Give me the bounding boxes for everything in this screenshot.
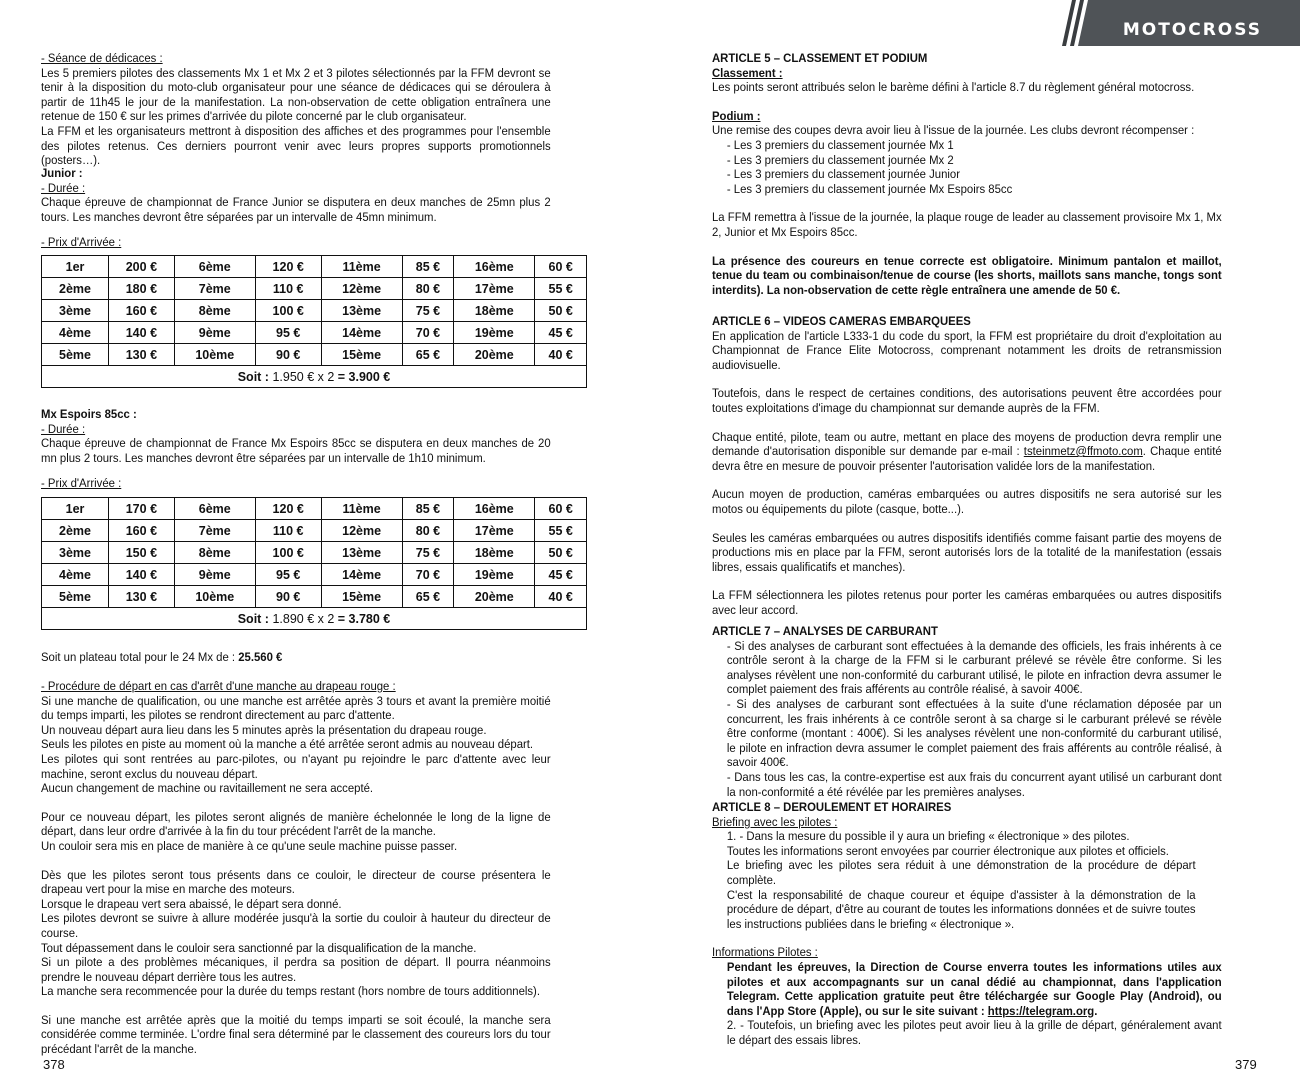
procedure-line: Si une manche de qualification, ou une manche est arrêtée après 3 tours et avant la première moitié du temps imparti, les pilotes se rendront directement au parc d'attente.: [41, 693, 551, 723]
amount-cell: 95 €: [255, 564, 321, 586]
place-cell: 14ème: [321, 564, 402, 586]
email-link[interactable]: tsteinmetz@ffmoto.com: [1023, 444, 1143, 459]
amount-cell: 60 €: [535, 498, 587, 520]
place-cell: 8ème: [174, 300, 255, 322]
article-7-item: - Si des analyses de carburant sont effectuées à la suite d'une réclamation déposée par un concurrent, les frais inhérents à ce contrôle seront à sa charge si le carburant prélevé se révèle être conforme (montant : 400€). Si les analyses révèlent une non-conformité du carburant utilisé, le pilote en infraction devra assumer le complet paiement des frais afférents au contrôle réalisé, à savoir 400€.: [726, 696, 1222, 770]
amount-cell: 120 €: [255, 256, 321, 278]
place-cell: 10ème: [174, 344, 255, 366]
place-cell: 2ème: [42, 278, 109, 300]
procedure-para: La manche sera recommencée pour la durée du temps restant (hors nombre de tours additionnels).: [41, 984, 540, 999]
place-cell: 1er: [42, 498, 109, 520]
page-number-left: 378: [43, 1057, 65, 1072]
dedicaces-section: [41, 51, 551, 168]
amount-cell: 75 €: [402, 542, 454, 564]
junior-prix-label: - Prix d'Arrivée :: [41, 235, 122, 250]
amount-cell: 40 €: [535, 344, 587, 366]
amount-cell: 100 €: [255, 300, 321, 322]
place-cell: 20ème: [454, 344, 535, 366]
briefing-label: Briefing avec les pilotes :: [712, 814, 838, 829]
article-6-title: ARTICLE 6 – VIDEOS CAMERAS EMBARQUEES: [712, 314, 971, 328]
place-cell: 5ème: [42, 344, 109, 366]
info-label: Informations Pilotes :: [712, 945, 818, 960]
briefing-line: Le briefing avec les pilotes sera réduit à une démonstration de la procédure de départ complète.: [726, 858, 1196, 887]
amount-cell: 80 €: [402, 520, 454, 542]
podium-label: Podium :: [712, 108, 761, 123]
procedure-para: Les pilotes devront se suivre à allure modérée jusqu'à la sortie du couloir à hauteur du directeur de course.: [41, 911, 551, 940]
prize-row: [42, 542, 587, 564]
place-cell: 6ème: [174, 498, 255, 520]
amount-cell: 130 €: [109, 344, 175, 366]
place-cell: 11ème: [321, 498, 402, 520]
right-page: [712, 0, 1260, 1092]
amount-cell: 90 €: [255, 586, 321, 608]
junior-section: [41, 166, 551, 250]
article-6-p5: Seules les caméras embarquées ou autres dispositifs identifiés comme faisant partie des moyens de productions mis en place par la FFM, seront autorisés lors de la totalité de la manifestation (essais libres, essais qualificatifs et manches).: [712, 530, 1222, 574]
amount-cell: 140 €: [109, 322, 175, 344]
amount-cell: 95 €: [255, 322, 321, 344]
prize-row: [42, 256, 587, 278]
place-cell: 15ème: [321, 344, 402, 366]
prize-row: [42, 300, 587, 322]
amount-cell: 75 €: [402, 300, 454, 322]
place-cell: 1er: [42, 256, 109, 278]
espoirs-section: [41, 407, 551, 491]
article-7-title: ARTICLE 7 – ANALYSES DE CARBURANT: [712, 624, 938, 638]
article-6-p4: Aucun moyen de production, caméras embarquées ou autres dispositifs ne sera autorisé sur les motos ou équipements du pilote (casque, botte...).: [712, 487, 1222, 516]
info-text: Pendant les épreuves, la Direction de Course enverra toutes les informations utiles aux pilotes et aux accompagnants sur un canal dédié au championnat, dans l'application Telegram. Cette application gratuite peut être téléchargée sur Google Play (Android), ou dans l'App Store (Apple), ou sur le site suivant : https://telegram.org.: [726, 959, 1222, 1018]
prize-row: [42, 564, 587, 586]
place-cell: 13ème: [321, 542, 402, 564]
briefing-line: C'est la responsabilité de chaque coureur et équipe d'assister à la démonstration de la procédure de départ, d'être au courant de toutes les informations données et de suivre toutes les instructions publiées dans le briefing « électronique ».: [726, 887, 1196, 931]
place-cell: 16ème: [454, 256, 535, 278]
amount-cell: 80 €: [402, 278, 454, 300]
place-cell: 7ème: [174, 520, 255, 542]
podium-item: - Les 3 premiers du classement journée Mx Espoirs 85cc: [726, 181, 1013, 196]
amount-cell: 110 €: [255, 520, 321, 542]
espoirs-title: Mx Espoirs 85cc :: [41, 407, 137, 421]
amount-cell: 55 €: [535, 278, 587, 300]
article-7: [712, 624, 1222, 799]
procedure-title: - Procédure de départ en cas d'arrêt d'une manche au drapeau rouge :: [41, 679, 396, 693]
place-cell: 10ème: [174, 586, 255, 608]
place-cell: 2ème: [42, 520, 109, 542]
podium-item: - Les 3 premiers du classement journée Mx 1: [726, 137, 954, 152]
procedure-para: Un couloir sera mis en place de manière à ce qu'une seule machine puisse passer.: [41, 838, 458, 853]
procedure-para: Tout dépassement dans le couloir sera sanctionné par la disqualification de la manche.: [41, 940, 477, 955]
plaque-text: La FFM remettra à l'issue de la journée, la plaque rouge de leader au classement provisoire Mx 1, Mx 2, Junior et Mx Espoirs 85cc.: [712, 210, 1222, 239]
procedure-line: Seuls les pilotes en piste au moment où la manche a été arrêtée seront admis au nouveau départ.: [41, 737, 534, 752]
place-cell: 5ème: [42, 586, 109, 608]
espoirs-duree-text: Chaque épreuve de championnat de France Mx Espoirs 85cc se disputera en deux manches de 20 mn plus 2 tours. Les manches devront être séparées par un intervalle de 1h10 minimum.: [41, 436, 551, 465]
junior-duree-label: - Durée :: [41, 180, 86, 195]
article-6: [712, 314, 1222, 618]
amount-cell: 110 €: [255, 278, 321, 300]
amount-cell: 40 €: [535, 586, 587, 608]
procedure-line: Un nouveau départ aura lieu dans les 5 minutes après la présentation du drapeau rouge.: [41, 722, 487, 737]
espoirs-duree-label: - Durée :: [41, 421, 86, 436]
place-cell: 3ème: [42, 542, 109, 564]
place-cell: 3ème: [42, 300, 109, 322]
prize-row: [42, 520, 587, 542]
place-cell: 20ème: [454, 586, 535, 608]
junior-prize-table: [41, 255, 587, 388]
amount-cell: 170 €: [109, 498, 175, 520]
place-cell: 9ème: [174, 322, 255, 344]
amount-cell: 160 €: [109, 520, 175, 542]
amount-cell: 180 €: [109, 278, 175, 300]
prize-row: [42, 278, 587, 300]
procedure-line: Les pilotes qui sont rentrées au parc-pilotes, ou n'ayant pu rejoindre le parc d'attente avec leur machine, seront exclus du nouveau départ.: [41, 751, 551, 781]
amount-cell: 85 €: [402, 498, 454, 520]
prize-row: [42, 322, 587, 344]
procedure-para: Si une manche est arrêtée après que la moitié du temps imparti se soit écoulé, la manche sera considérée comme terminée. L'ordre final sera déterminé par le classement des coureurs lors du tour précédant l'arrêt de la manche.: [41, 1012, 551, 1057]
place-cell: 18ème: [454, 300, 535, 322]
place-cell: 16ème: [454, 498, 535, 520]
place-cell: 19ème: [454, 564, 535, 586]
plateau-line: Soit un plateau total pour le 24 Mx de : 25.560 €: [41, 650, 283, 664]
article-5-title: ARTICLE 5 – CLASSEMENT ET PODIUM: [712, 51, 928, 65]
article-6-p2: Toutefois, dans le respect de certaines conditions, des autorisations peuvent être accordées pour toutes exploitations d'image du championnat sur demande auprès de la FFM.: [712, 386, 1222, 415]
amount-cell: 50 €: [535, 300, 587, 322]
place-cell: 4ème: [42, 564, 109, 586]
telegram-link[interactable]: https://telegram.org: [987, 1003, 1095, 1018]
article-6-p1: En application de l'article L333-1 du code du sport, la FFM est propriétaire du droit d'exploitation au Championnat de France Elite Motocross, comprenant notamment les droits de retransmission audiovisuelle.: [712, 328, 1222, 372]
espoirs-total: Soit : 1.890 € x 2 = 3.780 €: [42, 608, 587, 630]
espoirs-prize-table: [41, 497, 587, 630]
place-cell: 13ème: [321, 300, 402, 322]
procedure-para: Si un pilote a des problèmes mécaniques, il perdra sa position de départ. Il pourra néanmoins prendre le nouveau départ derrière tous les autres.: [41, 955, 551, 984]
junior-duree-text: Chaque épreuve de championnat de France Junior se disputera en deux manches de 25mn plus 2 tours. Les manches devront être séparées par un intervalle de 45mn minimum.: [41, 195, 551, 224]
amount-cell: 130 €: [109, 586, 175, 608]
procedure-para: Pour ce nouveau départ, les pilotes seront alignés de manière échelonnée le long de la ligne de départ, dans leur ordre d'arrivée à la fin du tour précédent l'arrêt de la manche.: [41, 809, 551, 839]
junior-title: Junior :: [41, 166, 83, 180]
amount-cell: 160 €: [109, 300, 175, 322]
amount-cell: 120 €: [255, 498, 321, 520]
article-8-title: ARTICLE 8 – DEROULEMENT ET HORAIRES: [712, 800, 952, 814]
amount-cell: 200 €: [109, 256, 175, 278]
place-cell: 17ème: [454, 520, 535, 542]
prize-row: [42, 498, 587, 520]
place-cell: 8ème: [174, 542, 255, 564]
article-5: [712, 51, 1222, 297]
amount-cell: 45 €: [535, 322, 587, 344]
briefing-line: Toutes les informations seront envoyées par courrier électronique aux pilotes et officiels.: [726, 843, 1169, 858]
amount-cell: 65 €: [402, 586, 454, 608]
prize-row: [42, 344, 587, 366]
junior-total: Soit : 1.950 € x 2 = 3.900 €: [42, 366, 587, 388]
place-cell: 15ème: [321, 586, 402, 608]
banner-title: MOTOCROSS: [1122, 20, 1262, 40]
amount-cell: 55 €: [535, 520, 587, 542]
amount-cell: 85 €: [402, 256, 454, 278]
amount-cell: 90 €: [255, 344, 321, 366]
dedicaces-text2: La FFM et les organisateurs mettront à disposition des affiches et des programmes pour l'ensemble des pilotes retenus. Ces derniers pourront venir avec leurs propres supports promotionnels (posters…).: [41, 123, 551, 168]
procedure-para: Dès que les pilotes seront tous présents dans ce couloir, le directeur de course présentera le drapeau vert pour la mise en marche des moteurs.: [41, 867, 551, 897]
place-cell: 11ème: [321, 256, 402, 278]
amount-cell: 100 €: [255, 542, 321, 564]
classement-label: Classement :: [712, 65, 783, 80]
dedicaces-title: - Séance de dédicaces :: [41, 51, 163, 65]
page-number-right: 379: [1235, 1057, 1257, 1072]
place-cell: 12ème: [321, 278, 402, 300]
amount-cell: 140 €: [109, 564, 175, 586]
place-cell: 7ème: [174, 278, 255, 300]
place-cell: 4ème: [42, 322, 109, 344]
amount-cell: 45 €: [535, 564, 587, 586]
amount-cell: 65 €: [402, 344, 454, 366]
article-8: [712, 800, 1222, 1048]
place-cell: 14ème: [321, 322, 402, 344]
amount-cell: 50 €: [535, 542, 587, 564]
tenue-text: La présence des coureurs en tenue correcte est obligatoire. Minimum pantalon et maillot, tenue du team ou combinaison/tenue de course (les shorts, maillots sans manche, tongs sont interdits). La non-observation de cette règle entraînera une amende de 50 €.: [712, 253, 1222, 297]
prize-row: [42, 586, 587, 608]
classement-text: Les points seront attribués selon le barème défini à l'article 8.7 du règlement général motocross.: [712, 80, 1195, 95]
place-cell: 19ème: [454, 322, 535, 344]
info-last: 2. - Toutefois, un briefing avec les pilotes peut avoir lieu à la grille de départ, généralement avant le départ des essais libres.: [726, 1018, 1222, 1047]
podium-item: - Les 3 premiers du classement journée Mx 2: [726, 152, 954, 167]
article-6-p6: La FFM sélectionnera les pilotes retenus pour porter les caméras embarquées ou autres dispositifs avec leur accord.: [712, 588, 1222, 617]
procedure-para: Lorsque le drapeau vert sera abaissé, le départ sera donné.: [41, 896, 342, 911]
place-cell: 9ème: [174, 564, 255, 586]
dedicaces-text: Les 5 premiers pilotes des classements Mx 1 et Mx 2 et 3 pilotes sélectionnés par la FFM devront se tenir à la disposition du moto-club organisateur pour une séance de dédicaces qui se déroulera à partir de 11h45 le jour de la manifestation. La non-observation de cette obligation entraînera une retenue de 150 € sur les primes d'arrivée du pilote concerné par le club organisateur.: [41, 65, 551, 124]
place-cell: 12ème: [321, 520, 402, 542]
article-7-item: - Si des analyses de carburant sont effectuées à la demande des officiels, les frais inhérents à ce contrôle seront à la charge de la FFM si le carburant prélevé se révèle être conforme. Si les analyses révèlent une non-conformité du carburant utilisé, le pilote en infraction devra assumer le complet paiement des frais afférents au contrôle réalisé, à savoir 400€.: [726, 638, 1222, 697]
amount-cell: 70 €: [402, 564, 454, 586]
place-cell: 17ème: [454, 278, 535, 300]
briefing-line: 1. - Dans la mesure du possible il y aura un briefing « électronique » des pilotes.: [726, 829, 1130, 844]
amount-cell: 70 €: [402, 322, 454, 344]
article-6-p3: Chaque entité, pilote, team ou autre, mettant en place des moyens de production devra remplir une demande d'autorisation disponible sur demande par e-mail : tsteinmetz@ffmoto.com. Chaque entité devra être en mesure de pouvoir présenter l'autorisation validée lors de la manifestation.: [712, 429, 1222, 473]
podium-text: Une remise des coupes devra avoir lieu à l'issue de la journée. Les clubs devront récompenser :: [712, 123, 1195, 138]
amount-cell: 150 €: [109, 542, 175, 564]
espoirs-prix-label: - Prix d'Arrivée :: [41, 476, 122, 491]
article-7-item: - Dans tous les cas, la contre-expertise est aux frais du concurrent ayant utilisé un carburant dont la non-conformité a été révélée par les premières analyses.: [726, 769, 1222, 799]
podium-item: - Les 3 premiers du classement journée Junior: [726, 167, 960, 182]
place-cell: 18ème: [454, 542, 535, 564]
procedure-line: Aucun changement de machine ou ravitaillement ne sera accepté.: [41, 781, 374, 796]
place-cell: 6ème: [174, 256, 255, 278]
procedure-section: [41, 679, 551, 1057]
left-page: [41, 0, 589, 1092]
amount-cell: 60 €: [535, 256, 587, 278]
